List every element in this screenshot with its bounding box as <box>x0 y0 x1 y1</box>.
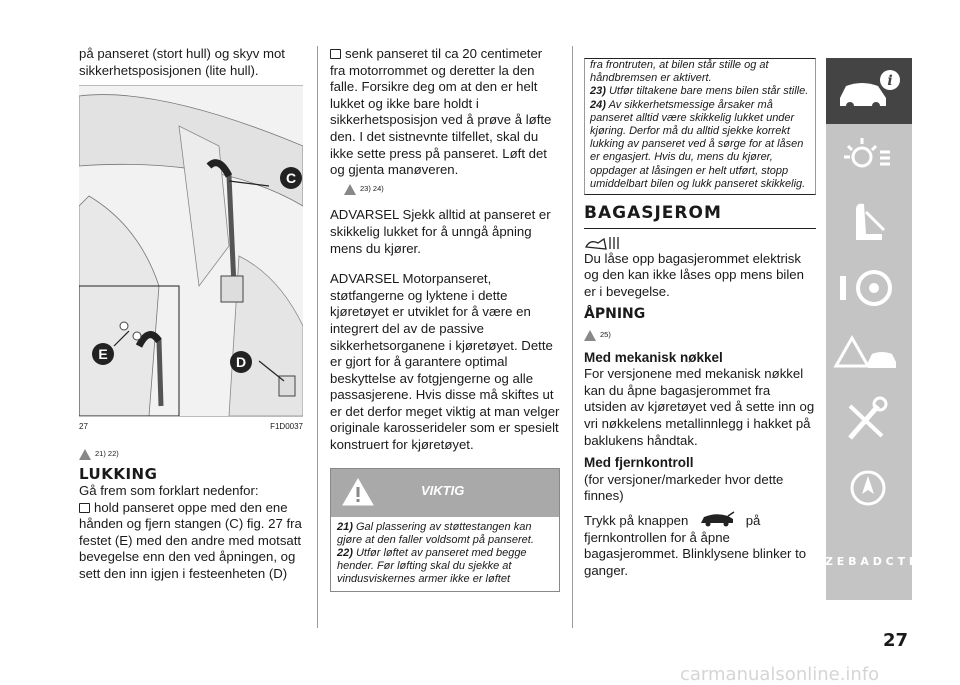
bagasjerom-intro: Du låse opp bagasjerommet elektrisk og den kan ikke låses opp mens bilen er i bevegelse. <box>584 250 804 299</box>
heading-apning: ÅPNING <box>584 306 646 323</box>
steering-wheel-icon <box>826 256 912 322</box>
note-22: 22) Utfør løftet av panseret med begge hender. Før løfting skal du sjekke at vindusviskernes armer ikke er løftet <box>337 547 527 586</box>
figure-27 <box>79 85 303 417</box>
heading-lukking: LUKKING <box>79 465 158 484</box>
engine-bay-illustration <box>79 86 303 416</box>
important-label: VIKTIG <box>421 482 465 498</box>
intro-text: på panseret (stort hull) og skyv mot sikkerhetsposisjonen (lite hull). <box>79 46 285 78</box>
index-letters-icon <box>826 520 912 600</box>
figure-caption <box>79 419 303 436</box>
svg-text:D: D <box>235 354 247 371</box>
car-info-icon <box>826 58 912 124</box>
note-23: 23) Utfør tiltakene bare mens bilen står stille. <box>590 85 809 98</box>
warning-triangle-icon <box>584 330 596 341</box>
electric-key-icon <box>584 235 816 251</box>
checkbox-bullet-icon <box>330 49 341 59</box>
sidebar-item-maintenance[interactable] <box>826 388 912 454</box>
lead-text: Gå frem som forklart nedenfor: <box>79 482 259 498</box>
column-2 <box>330 46 560 592</box>
warning-refs: 23) 24) <box>344 181 560 198</box>
note-continuation: fra frontruten, at bilen står stille og at håndbremsen er aktivert. <box>590 59 769 85</box>
svg-text:C: C <box>285 170 297 187</box>
warning-car-icon <box>826 322 912 388</box>
warning-triangle-icon <box>341 477 375 507</box>
column-1 <box>79 46 303 583</box>
column-divider <box>317 46 318 628</box>
note-24: 24) Av sikkerhetsmessige årsaker må panseret alltid være skikkelig lukket under kjøring. Derfor må du alltid sjekke korrekt lukking av panseret ved å sørge for at låsen er engasjert. Hvis du, mens du kjører, oppdager at låsingen er helt utført, stopp umiddelbart bilen og lukk panseret skikkelig. <box>590 98 806 190</box>
tools-icon <box>826 388 912 454</box>
bullet-item: senk panseret til ca 20 centimeter fra motorrommet og deretter la den falle. Forsikre deg om at den er helt lukket og ikke bare holdt i sikkerhetsposisjon ved å prøve å løfte den. I det sistnevnte tilfellet, skal du ikke sette press på panseret. Løft det og gjenta manøveren. <box>330 46 552 178</box>
sidebar-item-multimedia[interactable] <box>826 454 912 520</box>
heading-mekanisk-nokkel: Med mekanisk nøkkel <box>584 349 723 365</box>
lights-icon <box>826 124 912 190</box>
svg-text:Z E B A D C T I: Z E B A D C T I <box>826 555 912 568</box>
sidebar-item-warnings[interactable] <box>826 322 912 388</box>
sidebar-item-index[interactable] <box>826 520 912 600</box>
mekanisk-text: For versjonene med mekanisk nøkkel kan du åpne bagasjerommet fra utsiden av kjøretøyet ved å sette inn og vri nøkkelens metallinnlegg i hakket på baklukens håndtak. <box>584 366 815 448</box>
heading-fjernkontroll: Med fjernkontroll <box>584 455 694 471</box>
warning-refs: 21) 22) <box>79 446 303 463</box>
important-box-header <box>331 469 559 517</box>
warning-triangle-icon <box>344 184 356 195</box>
figure-code: F1D0037 <box>270 422 303 432</box>
continued-notes-box <box>584 58 816 195</box>
sidebar-item-safety[interactable] <box>826 190 912 256</box>
sidebar-item-lights[interactable] <box>826 124 912 190</box>
heading-bagasjerom: BAGASJEROM <box>584 205 816 229</box>
warning-triangle-icon <box>79 449 91 460</box>
warning-paragraph-2: ADVARSEL Motorpanseret, støtfangerne og lyktene i dette kjøretøyet er utviklet for å være en integrert del av de passive sikkerhetsorganene i kjøretøyet. Dette er gjort for å garantere optimal beskyttelse av fotgjengerne og alle passasjerene. Hvis disse må skiftes ut er det derfor meget viktig at man velger originale karosserideler som er spesielt konstruert for kjøretøyet. <box>330 271 560 453</box>
note-21: 21) Gal plassering av støttestangen kan gjøre at den faller voldsomt på panseret. <box>337 520 534 546</box>
checkbox-bullet-icon <box>79 503 90 513</box>
sidebar-item-driving[interactable] <box>826 256 912 322</box>
important-notes <box>331 517 559 591</box>
figure-number: 27 <box>79 422 88 432</box>
warning-paragraph-1: ADVARSEL Sjekk alltid at panseret er skikkelig lukket for å unngå åpning mens du kjører. <box>330 207 551 256</box>
airbag-seat-icon <box>826 190 912 256</box>
chapter-sidebar <box>826 58 912 600</box>
svg-text:i: i <box>887 73 893 89</box>
column-3 <box>584 46 816 579</box>
page-number: 27 <box>882 630 908 651</box>
watermark: carmanualsonline.info <box>680 664 880 685</box>
trunk-open-icon <box>698 511 736 527</box>
sidebar-item-car-info[interactable] <box>826 58 912 124</box>
navigation-icon <box>826 454 912 520</box>
bullet-item: hold panseret oppe med den ene hånden og fjern stangen (C) fig. 27 fra festet (E) med den andre med motsatt bevegelse enn den ved åpningen, og sett den inn igjen i festeenheten (D) <box>79 499 302 581</box>
fjern-note: (for versjoner/markeder hvor dette finnes) <box>584 471 784 504</box>
svg-text:E: E <box>98 346 108 363</box>
fjern-text: Trykk på knappen på fjernkontrollen for å åpne bagasjerommet. Blinklysene blinker to ganger. <box>584 512 807 578</box>
warning-refs: 25) <box>584 327 816 344</box>
column-divider <box>572 46 573 628</box>
important-box <box>330 468 560 592</box>
